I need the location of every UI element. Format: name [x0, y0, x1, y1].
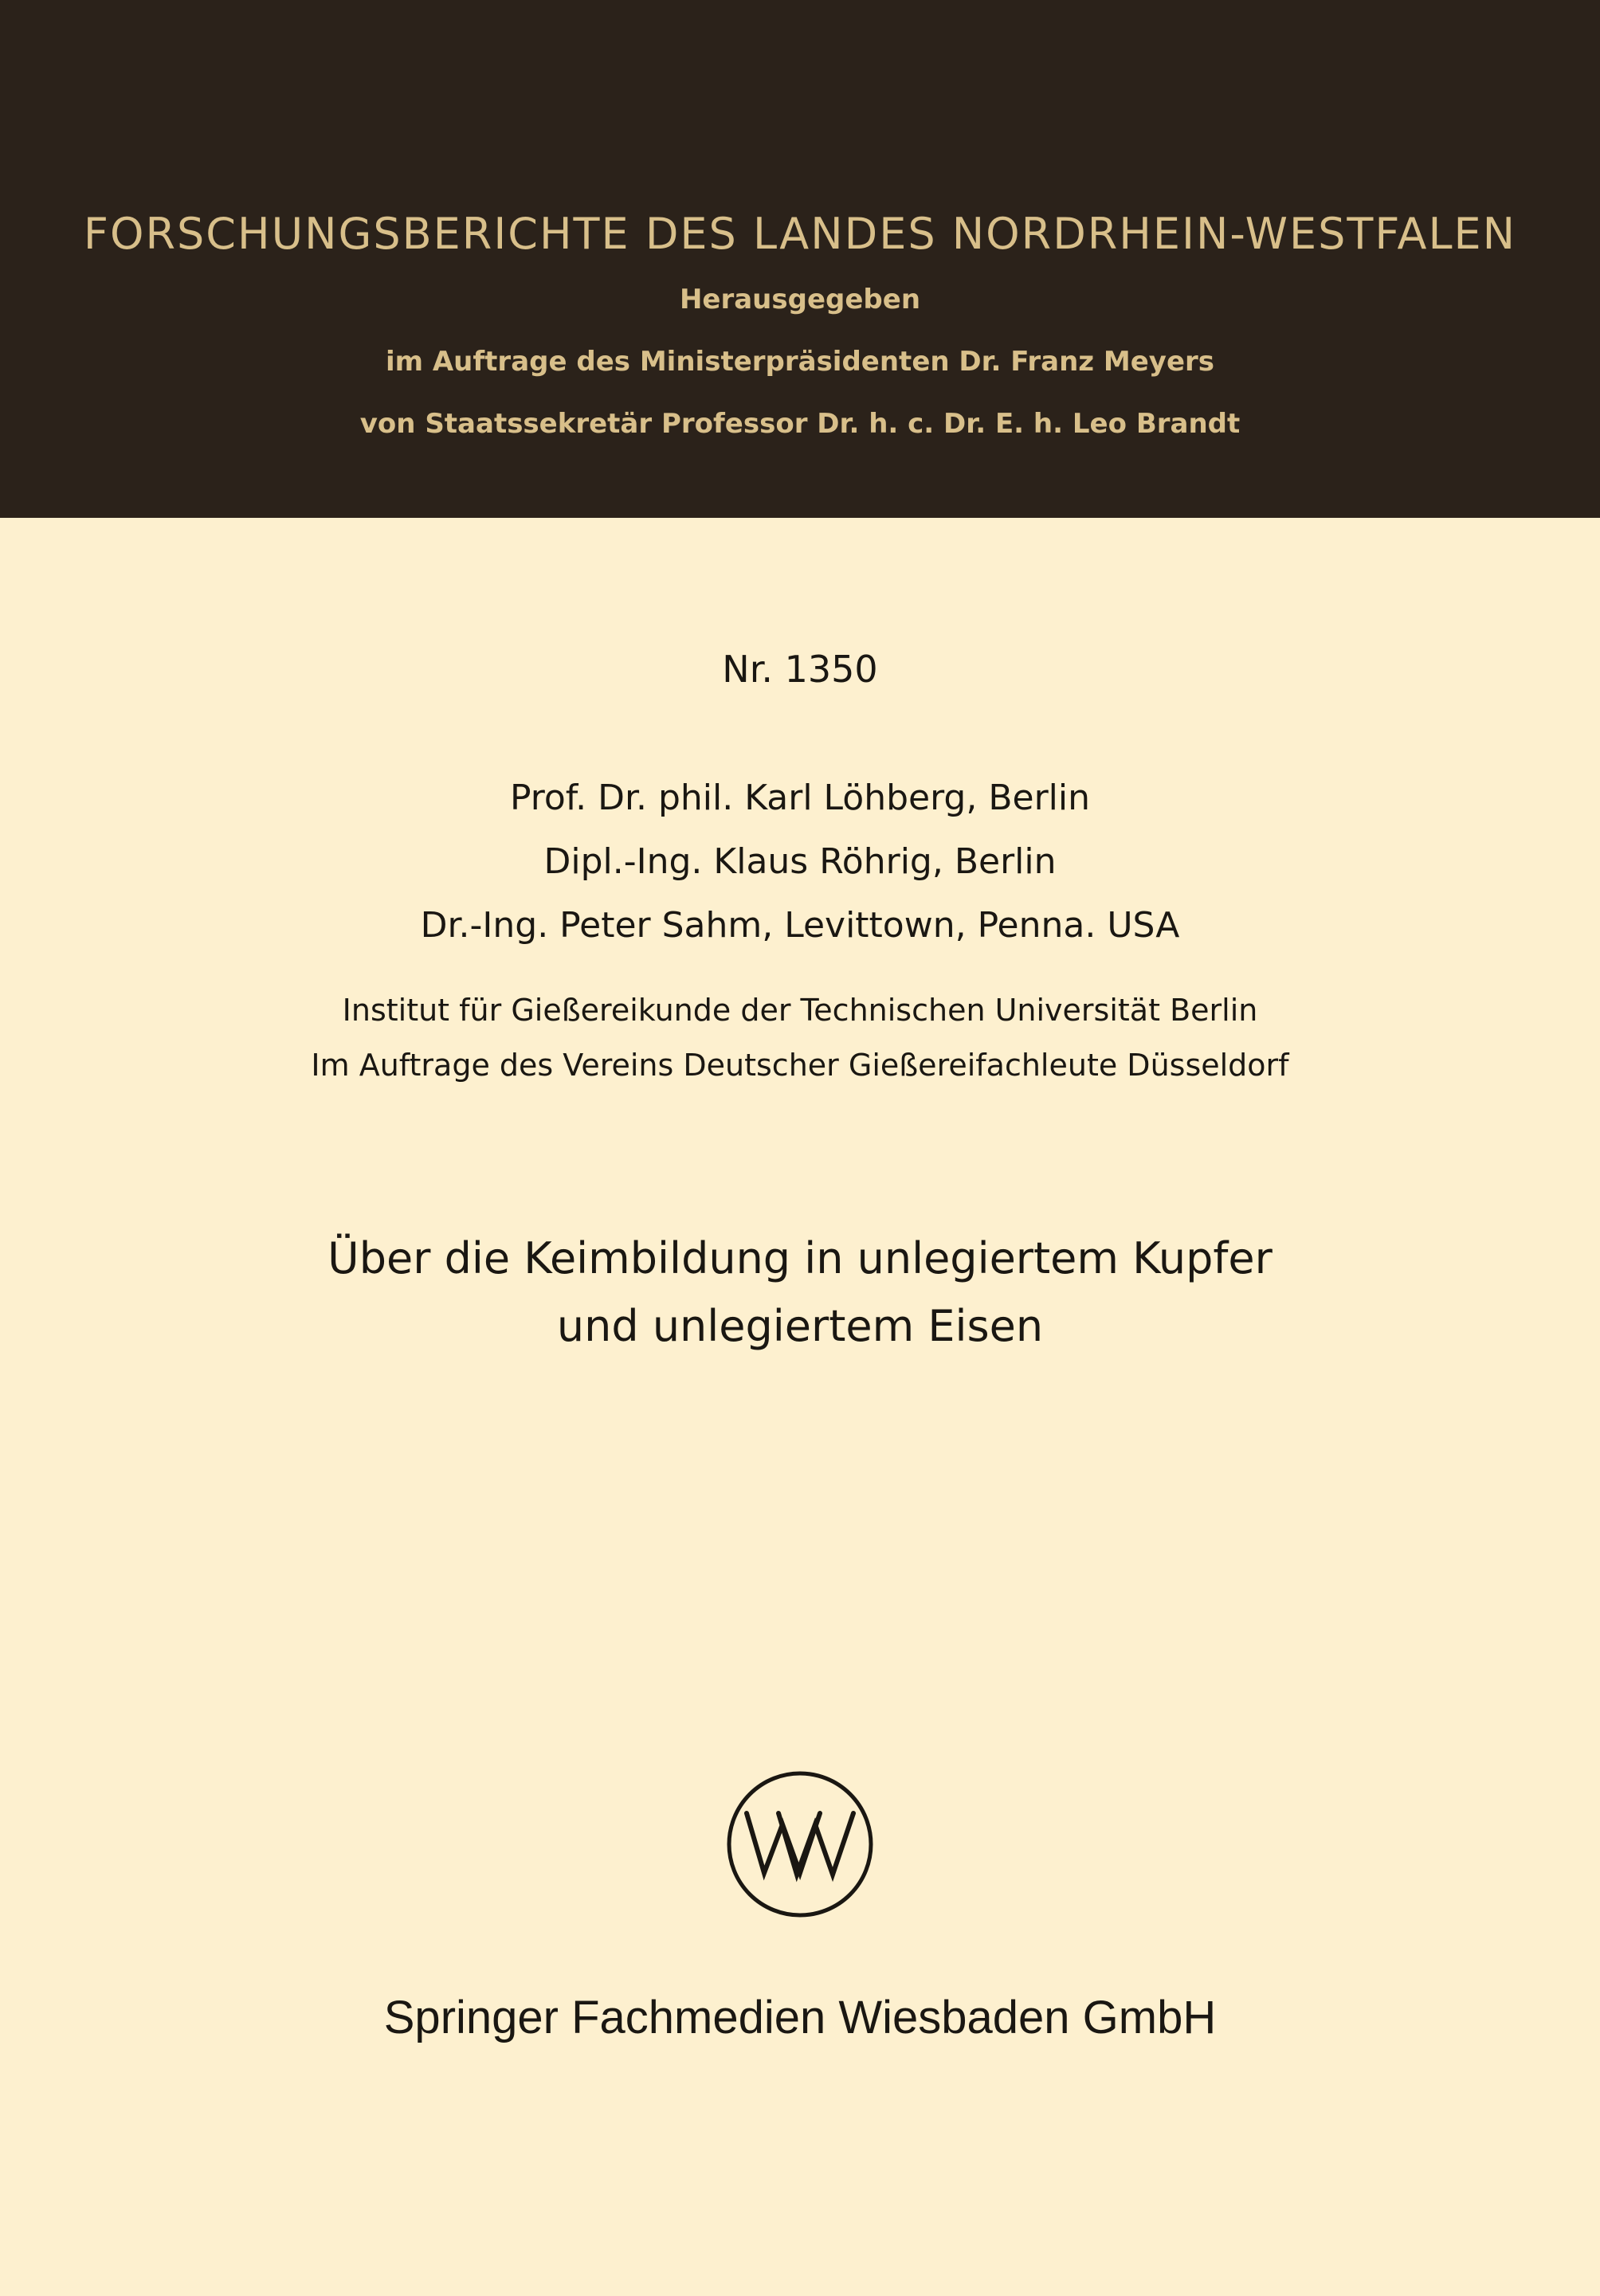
report-number: Nr. 1350: [722, 648, 878, 691]
author-2: Dipl.-Ing. Klaus Röhrig, Berlin: [543, 841, 1057, 882]
institution-line-2: Im Auftrage des Vereins Deutscher Gießereifachleute Düsseldorf: [311, 1048, 1289, 1083]
book-title-line-2: und unlegiertem Eisen: [556, 1301, 1044, 1351]
book-title-line-1: Über die Keimbildung in unlegiertem Kupfer: [327, 1233, 1273, 1283]
series-title: FORSCHUNGSBERICHTE DES LANDES NORDRHEIN-WESTFALEN: [83, 209, 1517, 259]
editor-line-3: von Staatssekretär Professor Dr. h. c. Dr. E. h. Leo Brandt: [359, 408, 1241, 440]
author-1: Prof. Dr. phil. Karl Löhberg, Berlin: [510, 778, 1090, 818]
editor-line-1: Herausgegeben: [679, 284, 921, 315]
westdeutscher-verlag-ww-icon: [726, 1770, 874, 1918]
editor-line-2: im Auftrage des Ministerpräsidenten Dr. Franz Meyers: [385, 346, 1215, 378]
publisher: Springer Fachmedien Wiesbaden GmbH: [383, 1992, 1217, 2043]
header-band: [0, 0, 1600, 518]
author-3: Dr.-Ing. Peter Sahm, Levittown, Penna. USA: [420, 905, 1180, 946]
institution-line-1: Institut für Gießereikunde der Technischen Universität Berlin: [342, 993, 1258, 1028]
